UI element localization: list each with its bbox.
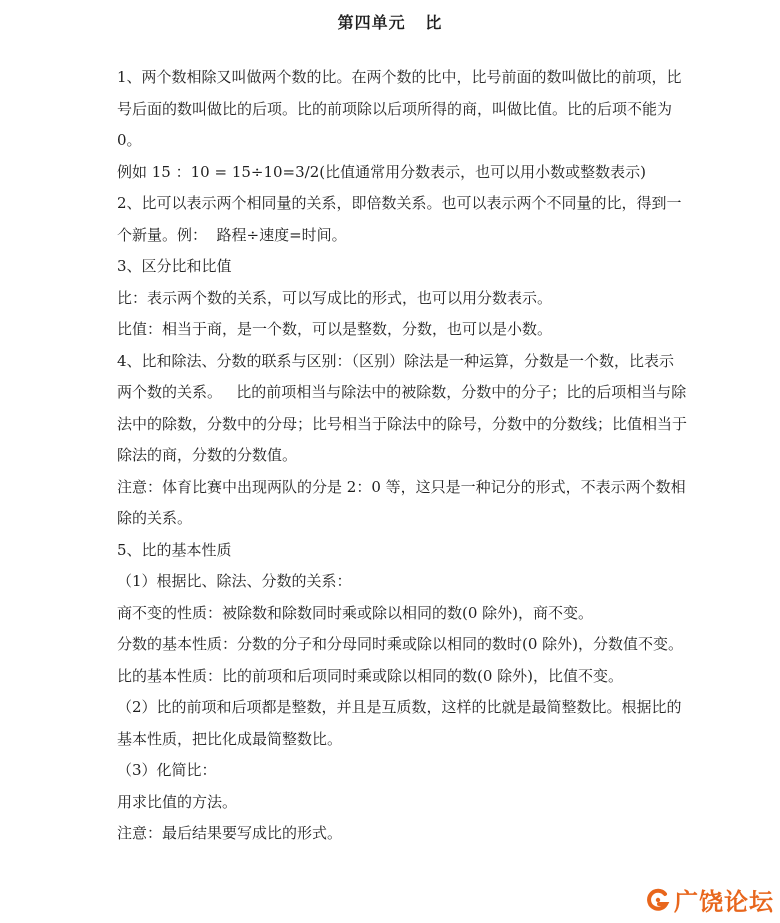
heading-basic-properties: 5、比的基本性质 xyxy=(117,540,232,559)
paragraph-method: 用求比值的方法。 xyxy=(117,792,238,811)
paragraph-ratio-value-meaning: 比值：相当于商，是一个数，可以是整数，分数，也可以是小数。 xyxy=(117,320,553,338)
paragraph-example: 例如 15 ：10 = 15÷10=3/2(比值通常用分数表示，也可以用小数或整数表示) xyxy=(117,162,646,181)
paragraph-quotient-property: 商不变的性质：被除数和除数同时乘或除以相同的数(0 除外)，商不变。 xyxy=(117,603,594,622)
paragraph-ratio-division-fraction: 4、比和除法、分数的联系与区别：（区别）除法是一种运算，分数是一个数，比表示两个数的关系。 比的前项相当与除法中的被除数，分数中的分子；比的后项相当与除法中的除数，分数中的分母；比号相当于除法中的除号，分数中的分数线；比值相当于除法的商，分数的分数值。 xyxy=(117,351,688,464)
paragraph-ratio-definition: 1、两个数相除又叫做两个数的比。在两个数的比中，比号前面的数叫做比的前项，比号后面的数叫做比的后项。比的前项除以后项所得的商，叫做比值。比的后项不能为0。 xyxy=(117,68,682,149)
paragraph-fraction-property: 分数的基本性质：分数的分子和分母同时乘或除以相同的数时(0 除外)，分数值不变。 xyxy=(117,635,684,653)
subheading-simplify-ratio: （3）化简比： xyxy=(117,761,217,779)
page-title: 第四单元 比 xyxy=(337,13,443,32)
paragraph-note-sports-score: 注意：体育比赛中出现两队的分是 2：0 等，这只是一种记分的形式，不表示两个数相除的关系。 xyxy=(117,477,686,527)
watermark-text: 广饶论坛 xyxy=(674,888,774,916)
paragraph-ratio-meaning: 比：表示两个数的关系，可以写成比的形式，也可以用分数表示。 xyxy=(117,288,553,307)
logo-g-icon xyxy=(645,887,671,913)
paragraph-ratio-relations: 2、比可以表示两个相同量的关系，即倍数关系。也可以表示两个不同量的比，得到一个新量。例： 路程÷速度=时间。 xyxy=(117,194,682,244)
document-body xyxy=(117,62,687,850)
heading-ratio-vs-value: 3、区分比和比值 xyxy=(117,257,232,275)
subheading-relations: （1）根据比、除法、分数的关系： xyxy=(117,572,352,590)
paragraph-simplest-ratio: （2）比的前项和后项都是整数，并且是互质数，这样的比就是最简整数比。根据比的基本性质，把比化成最简整数比。 xyxy=(117,698,682,748)
forum-watermark xyxy=(645,882,774,917)
paragraph-ratio-property: 比的基本性质：比的前项和后项同时乘或除以相同的数(0 除外)，比值不变。 xyxy=(117,666,624,685)
paragraph-note-final-form: 注意：最后结果要写成比的形式。 xyxy=(117,824,343,842)
